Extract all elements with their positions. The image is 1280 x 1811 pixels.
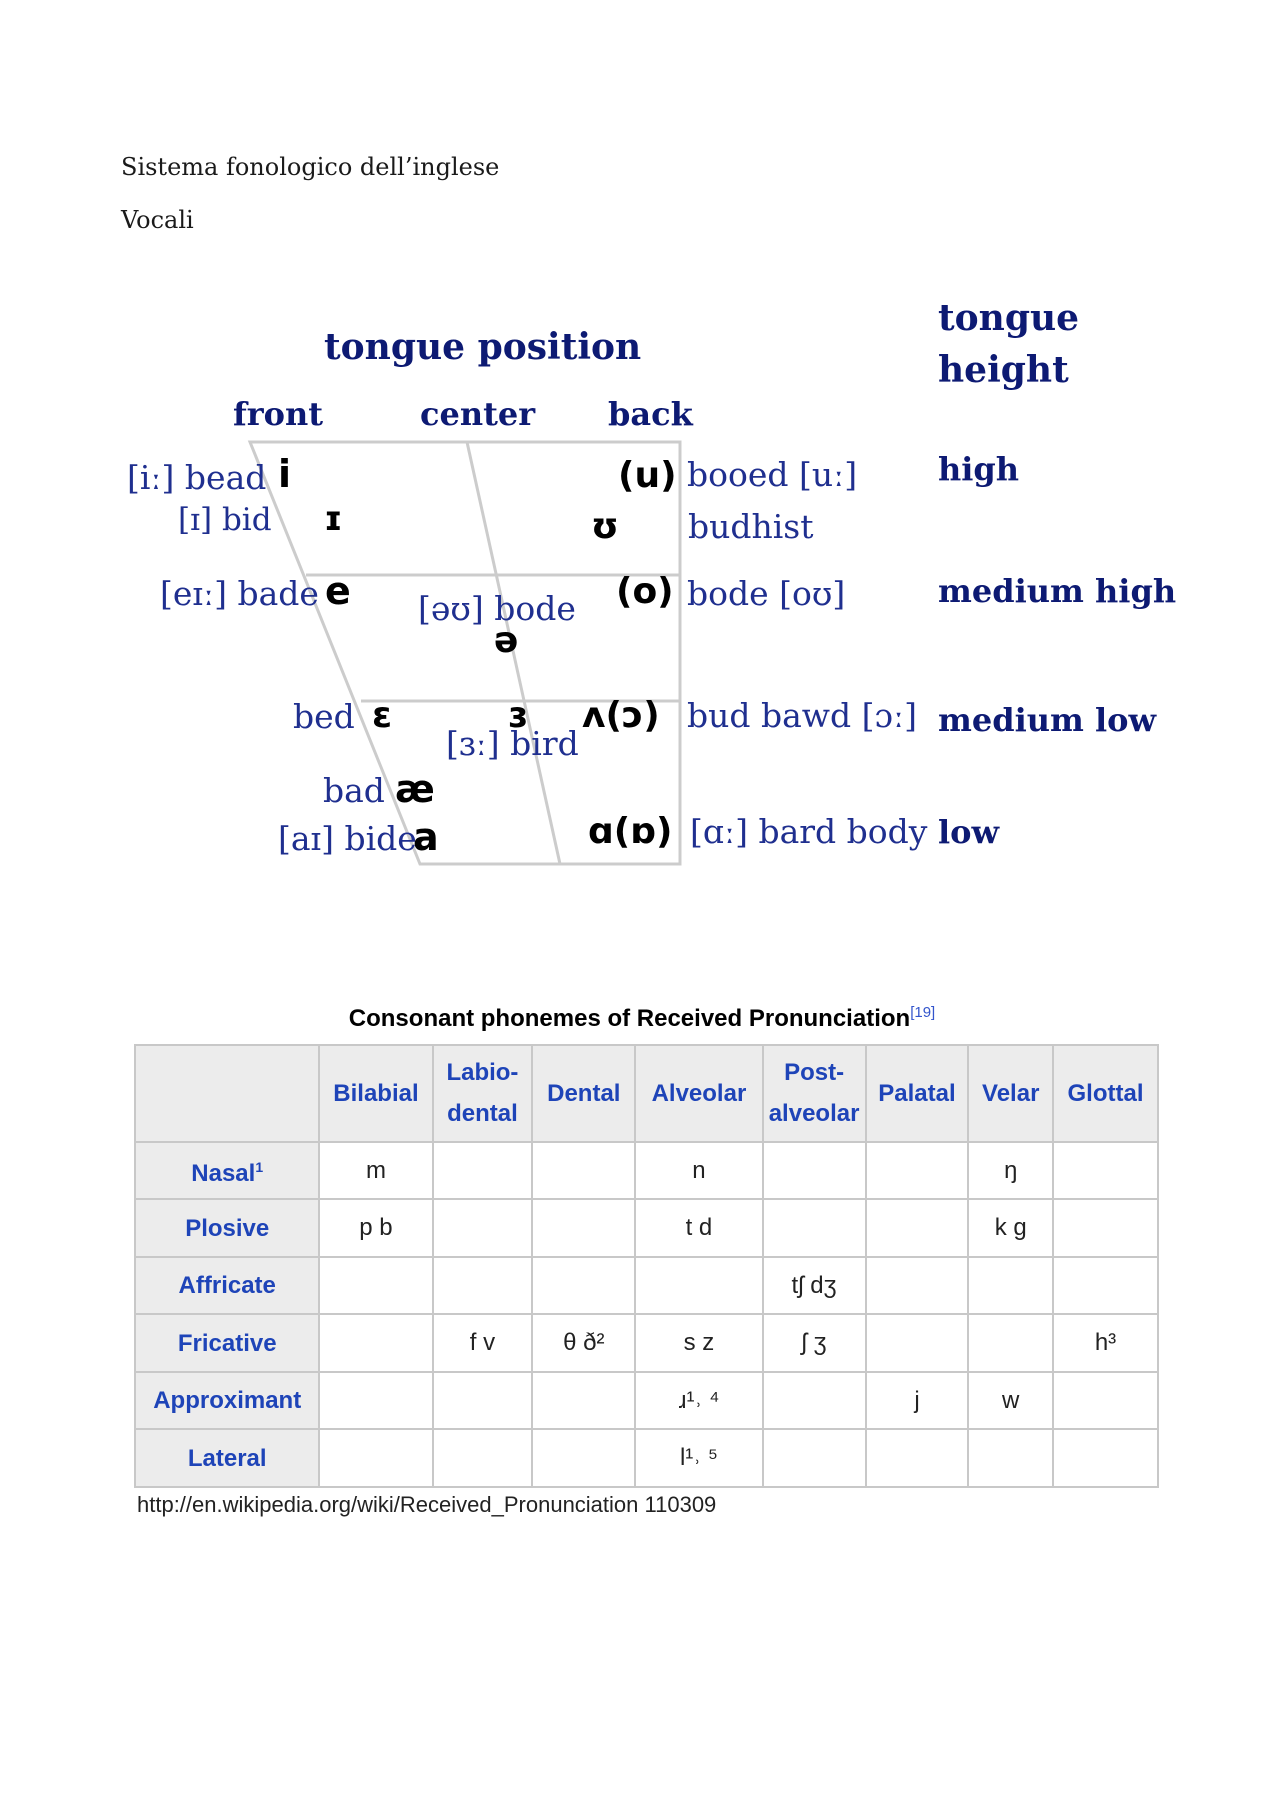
label-bide: [aɪ] bide bbox=[278, 819, 417, 858]
label-budhist: budhist bbox=[688, 507, 814, 546]
cell: t d bbox=[635, 1199, 762, 1257]
label-bed: bed bbox=[293, 697, 355, 736]
cell bbox=[968, 1314, 1053, 1372]
cell bbox=[532, 1199, 635, 1257]
row-header-plosive[interactable]: Plosive bbox=[135, 1199, 319, 1257]
label-bid: [ɪ] bid bbox=[178, 502, 272, 538]
label-bode-center: [əʊ] bode bbox=[418, 589, 576, 628]
consonant-table-title: Consonant phonemes of Received Pronunciation[19] bbox=[348, 1004, 936, 1032]
cell bbox=[1053, 1257, 1158, 1315]
cell: n bbox=[635, 1142, 762, 1200]
table-row-fricative bbox=[135, 1314, 1158, 1372]
col-bilabial[interactable]: Bilabial bbox=[319, 1045, 432, 1142]
column-front: front bbox=[233, 395, 324, 433]
cell: h³ bbox=[1053, 1314, 1158, 1372]
col-palatal[interactable]: Palatal bbox=[866, 1045, 969, 1142]
col-alveolar[interactable]: Alveolar bbox=[635, 1045, 762, 1142]
table-row-plosive bbox=[135, 1199, 1158, 1257]
vowel-wedge-open-o: ʌ(ɔ) bbox=[582, 695, 660, 736]
cell bbox=[532, 1429, 635, 1487]
cell bbox=[866, 1314, 969, 1372]
row-header-approximant[interactable]: Approximant bbox=[135, 1372, 319, 1430]
tongue-position-title: tongue position bbox=[324, 326, 642, 368]
cell: ŋ bbox=[968, 1142, 1053, 1200]
vowel-near-i: ɪ bbox=[324, 499, 343, 539]
row-header-nasal[interactable]: Nasal$^1$ bbox=[135, 1142, 319, 1200]
cell: l¹˒ ⁵ bbox=[635, 1429, 762, 1487]
tongue-height-title-line2: height bbox=[938, 349, 1069, 391]
cell bbox=[319, 1257, 432, 1315]
height-medium-high: medium high bbox=[938, 572, 1177, 610]
cell: θ ð² bbox=[532, 1314, 635, 1372]
label-bard-body: [ɑː] bard body bbox=[690, 812, 928, 851]
label-bad: bad bbox=[323, 771, 385, 810]
col-labiodental[interactable]: Labio- dental bbox=[433, 1045, 533, 1142]
vowel-ash: æ bbox=[395, 767, 435, 811]
cell bbox=[763, 1429, 866, 1487]
cell: s z bbox=[635, 1314, 762, 1372]
row-header-fricative[interactable]: Fricative bbox=[135, 1314, 319, 1372]
cell bbox=[1053, 1429, 1158, 1487]
cell bbox=[532, 1257, 635, 1315]
cell bbox=[532, 1372, 635, 1430]
cell bbox=[319, 1372, 432, 1430]
cell bbox=[433, 1372, 533, 1430]
cell: ɹ¹˒ ⁴ bbox=[635, 1372, 762, 1430]
height-high: high bbox=[938, 450, 1020, 488]
label-bird: [ɜː] bird bbox=[446, 724, 579, 763]
cell bbox=[433, 1142, 533, 1200]
cell bbox=[635, 1257, 762, 1315]
label-bead: [iː] bead bbox=[127, 458, 267, 497]
row-header-affricate[interactable]: Affricate bbox=[135, 1257, 319, 1315]
table-row-approximant bbox=[135, 1372, 1158, 1430]
vowel-chart bbox=[110, 290, 1200, 890]
cell: j bbox=[866, 1372, 969, 1430]
table-row-lateral bbox=[135, 1429, 1158, 1487]
col-dental[interactable]: Dental bbox=[532, 1045, 635, 1142]
vowel-o: (o) bbox=[616, 571, 674, 612]
cell bbox=[532, 1142, 635, 1200]
cell bbox=[319, 1314, 432, 1372]
cell bbox=[763, 1199, 866, 1257]
column-back: back bbox=[608, 395, 693, 433]
cell bbox=[866, 1199, 969, 1257]
vowel-a: a bbox=[413, 815, 439, 859]
table-row-affricate bbox=[135, 1257, 1158, 1315]
cell bbox=[319, 1429, 432, 1487]
column-center: center bbox=[420, 395, 536, 433]
cell: tʃ dʒ bbox=[763, 1257, 866, 1315]
cell bbox=[968, 1257, 1053, 1315]
height-medium-low: medium low bbox=[938, 701, 1157, 739]
label-booed: booed [uː] bbox=[687, 455, 858, 494]
col-glottal[interactable]: Glottal bbox=[1053, 1045, 1158, 1142]
vowel-reversed-epsilon: ɜ bbox=[508, 695, 528, 736]
table-header-row bbox=[135, 1045, 1158, 1142]
cell bbox=[763, 1142, 866, 1200]
cell bbox=[1053, 1372, 1158, 1430]
cell bbox=[433, 1199, 533, 1257]
citation-link[interactable]: [19] bbox=[910, 1004, 936, 1021]
vowel-alpha-turned-alpha: ɑ(ɒ) bbox=[588, 811, 673, 852]
vowel-epsilon: ɛ bbox=[372, 695, 393, 736]
vowel-i: i bbox=[278, 452, 292, 496]
vowel-schwa: ə bbox=[494, 620, 519, 661]
cell: w bbox=[968, 1372, 1053, 1430]
cell bbox=[1053, 1142, 1158, 1200]
tongue-height-title-line1: tongue bbox=[938, 297, 1080, 339]
document-title: Sistema fonologico dell’inglese bbox=[121, 153, 500, 181]
corner-cell bbox=[135, 1045, 319, 1142]
table-row-nasal bbox=[135, 1142, 1158, 1200]
cell bbox=[866, 1142, 969, 1200]
label-bade: [eɪː] bade bbox=[160, 574, 319, 613]
label-bud-bawd: bud bawd [ɔː] bbox=[687, 696, 918, 735]
col-postalveolar[interactable]: Post- alveolar bbox=[763, 1045, 866, 1142]
cell bbox=[433, 1257, 533, 1315]
cell: ʃ ʒ bbox=[763, 1314, 866, 1372]
source-url: http://en.wikipedia.org/wiki/Received_Pronunciation 110309 bbox=[137, 1492, 717, 1517]
cell bbox=[1053, 1199, 1158, 1257]
col-velar[interactable]: Velar bbox=[968, 1045, 1053, 1142]
label-bode-back: bode [oʊ] bbox=[687, 574, 846, 613]
cell bbox=[763, 1372, 866, 1430]
cell bbox=[968, 1429, 1053, 1487]
vowel-upsilon: ʊ bbox=[591, 506, 619, 547]
cell: f v bbox=[433, 1314, 533, 1372]
cell: k g bbox=[968, 1199, 1053, 1257]
row-header-lateral[interactable]: Lateral bbox=[135, 1429, 319, 1487]
consonant-table bbox=[134, 1044, 1159, 1488]
section-heading-vowels: Vocali bbox=[121, 206, 194, 234]
cell bbox=[866, 1429, 969, 1487]
cell: p b bbox=[319, 1199, 432, 1257]
vowel-e: e bbox=[325, 569, 351, 613]
vowel-u: (u) bbox=[618, 455, 677, 496]
cell bbox=[433, 1429, 533, 1487]
cell bbox=[866, 1257, 969, 1315]
height-low: low bbox=[938, 813, 1000, 851]
cell: m bbox=[319, 1142, 432, 1200]
